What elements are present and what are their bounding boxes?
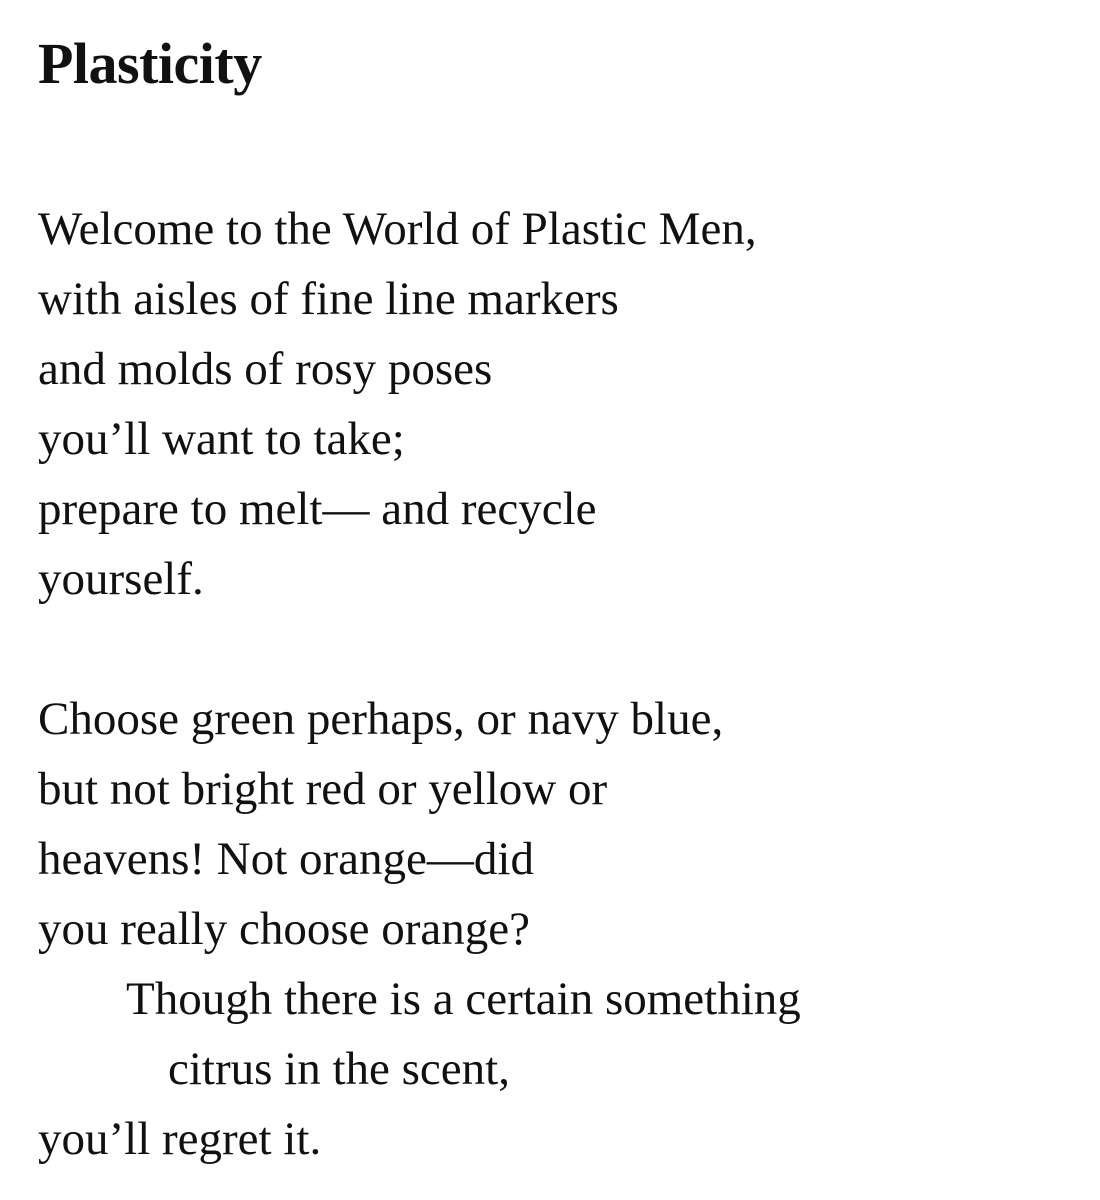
poem-line: with aisles of fine line markers bbox=[38, 273, 619, 325]
poem-line: prepare to melt— and recycle bbox=[38, 483, 597, 535]
stanza bbox=[38, 684, 801, 1174]
poem-line-indented: citrus in the scent, bbox=[168, 1043, 510, 1095]
poem-line: and molds of rosy poses bbox=[38, 343, 493, 395]
poem-line-indented: Though there is a certain something bbox=[126, 973, 801, 1025]
poem-line: heavens! Not orange—did bbox=[38, 833, 534, 885]
poem-line: you’ll regret it. bbox=[38, 1113, 322, 1165]
stanza bbox=[38, 194, 757, 614]
poem-line: Choose green perhaps, or navy blue, bbox=[38, 693, 724, 745]
poem-line: you really choose orange? bbox=[38, 903, 530, 955]
poem-line: but not bright red or yellow or bbox=[38, 763, 608, 815]
poem-line: you’ll want to take; bbox=[38, 413, 405, 465]
poem-line: yourself. bbox=[38, 553, 204, 605]
poem-title: Plasticity bbox=[38, 31, 262, 96]
poem-line: Welcome to the World of Plastic Men, bbox=[38, 203, 757, 255]
